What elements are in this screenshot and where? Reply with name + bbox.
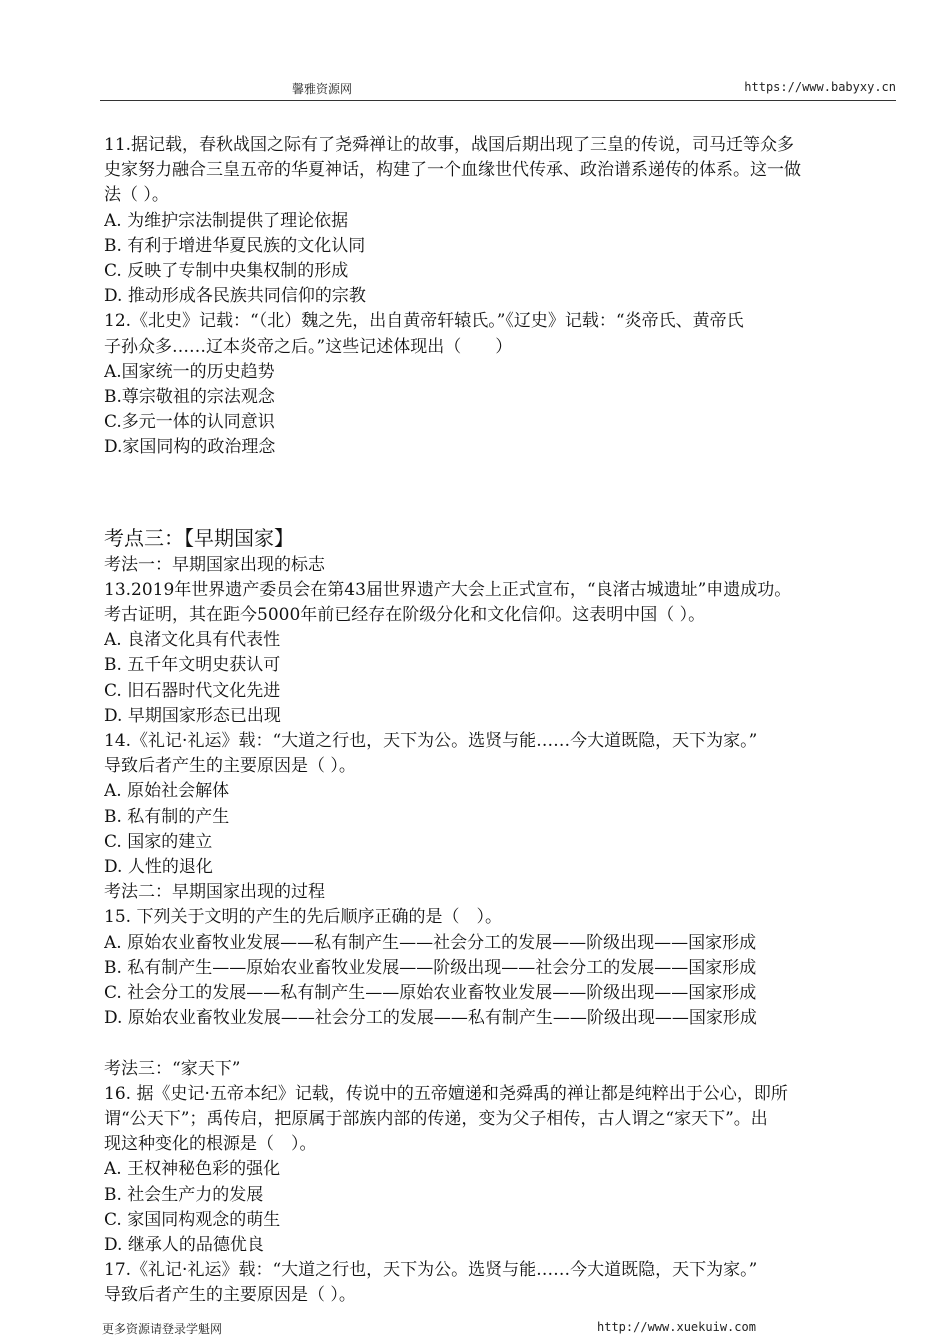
footer-url[interactable]: http://www.xuekuiw.com [597, 1320, 756, 1334]
question-stem: 15. 下列关于文明的产生的先后顺序正确的是（ ）。 [104, 907, 502, 928]
question-16 [104, 1082, 894, 1258]
question-stem: 现这种变化的根源是（ ）。 [104, 1134, 317, 1155]
option-c: C. 旧石器时代文化先进 [104, 680, 281, 701]
option-c: C. 家国同构观念的萌生 [104, 1209, 281, 1230]
question-stem: 子孙众多……辽本炎帝之后。”这些记述体现出（ ） [104, 336, 513, 357]
option-d: D. 推动形成各民族共同信仰的宗教 [104, 286, 366, 307]
question-12 [104, 309, 894, 460]
option-d: D. 人性的退化 [104, 857, 213, 878]
option-d: D. 早期国家形态已出现 [104, 705, 281, 726]
question-stem: 14.《礼记·礼运》载：“大道之行也，天下为公。选贤与能……今大道既隐，天下为家。” [104, 731, 758, 752]
question-stem: 史家努力融合三皇五帝的华夏神话，构建了一个血缘世代传承、政治谱系递传的体系。这一做 [104, 160, 801, 181]
question-11 [104, 133, 894, 309]
option-b: B. 五千年文明史获认可 [104, 655, 281, 676]
question-14 [104, 729, 894, 880]
option-c: C. 国家的建立 [104, 831, 213, 852]
question-stem: 谓“公天下”；禹传启，把原属于部族内部的传递，变为父子相传，古人谓之“家天下”。出 [104, 1108, 768, 1129]
section-title: 考点三：【早期国家】 [104, 525, 294, 550]
question-17 [104, 1258, 894, 1308]
question-stem: 法（ ）。 [104, 185, 169, 206]
option-b: B. 私有制的产生 [104, 806, 230, 827]
option-d: D. 继承人的品德优良 [104, 1234, 264, 1255]
option-a: A. 良渚文化具有代表性 [104, 630, 281, 651]
option-b: B. 有利于增进华夏民族的文化认同 [104, 235, 366, 256]
spacer [104, 1032, 894, 1057]
option-a: A. 为维护宗法制提供了理论依据 [104, 210, 349, 231]
footer-note: 更多资源请登录学魁网 [102, 1322, 223, 1336]
option-a: A. 原始社会解体 [104, 781, 230, 802]
method-heading: 考法三：“家天下” [104, 1058, 241, 1079]
question-stem: 考古证明，其在距今5000年前已经存在阶级分化和文化信仰。这表明中国（ ）。 [104, 605, 706, 626]
option-a: A. 原始农业畜牧业发展——私有制产生——社会分工的发展——阶级出现——国家形成 [104, 932, 757, 953]
option-d: D. 原始农业畜牧业发展——社会分工的发展——私有制产生——阶级出现——国家形成 [104, 1008, 757, 1029]
question-stem: 17.《礼记·礼运》载：“大道之行也，天下为公。选贤与能……今大道既隐，天下为家。” [104, 1260, 758, 1281]
question-stem: 导致后者产生的主要原因是（ ）。 [104, 756, 356, 777]
option-d: D.家国同构的政治理念 [104, 437, 276, 458]
option-b: B.尊宗敬祖的宗法观念 [104, 387, 275, 408]
question-stem: 12.《北史》记载：“（北）魏之先，出自黄帝轩辕氏。”《辽史》记载：“炎帝氏、黄帝氏 [104, 311, 744, 332]
header-site-name: 馨雅资源网 [292, 82, 353, 96]
header-url[interactable]: https://www.babyxy.cn [744, 80, 896, 94]
option-c: C. 反映了专制中央集权制的形成 [104, 261, 349, 282]
method-heading: 考法一：早期国家出现的标志 [104, 554, 325, 575]
question-13 [104, 578, 894, 729]
question-stem: 13.2019年世界遗产委员会在第43届世界遗产大会上正式宣布，“良渚古城遗址”申遗成功。 [104, 579, 792, 600]
option-c: C.多元一体的认同意识 [104, 412, 275, 433]
question-15 [104, 905, 894, 1031]
option-a: A. 王权神秘色彩的强化 [104, 1159, 281, 1180]
question-stem: 11.据记载，春秋战国之际有了尧舜禅让的故事，战国后期出现了三皇的传说，司马迁等众多 [104, 135, 795, 155]
question-stem: 16. 据《史记·五帝本纪》记载，传说中的五帝嬗递和尧舜禹的禅让都是纯粹出于公心，即所 [104, 1083, 788, 1104]
option-b: B. 社会生产力的发展 [104, 1184, 264, 1205]
document-body [104, 133, 894, 1309]
question-stem: 导致后者产生的主要原因是（ ）。 [104, 1285, 356, 1306]
option-c: C. 社会分工的发展——私有制产生——原始农业畜牧业发展——阶级出现——国家形成 [104, 983, 757, 1004]
spacer [104, 461, 894, 523]
option-a: A.国家统一的历史趋势 [104, 361, 275, 382]
header-divider [100, 100, 896, 101]
option-b: B. 私有制产生——原始农业畜牧业发展——阶级出现——社会分工的发展——国家形成 [104, 957, 757, 978]
method-heading: 考法二：早期国家出现的过程 [104, 882, 325, 903]
